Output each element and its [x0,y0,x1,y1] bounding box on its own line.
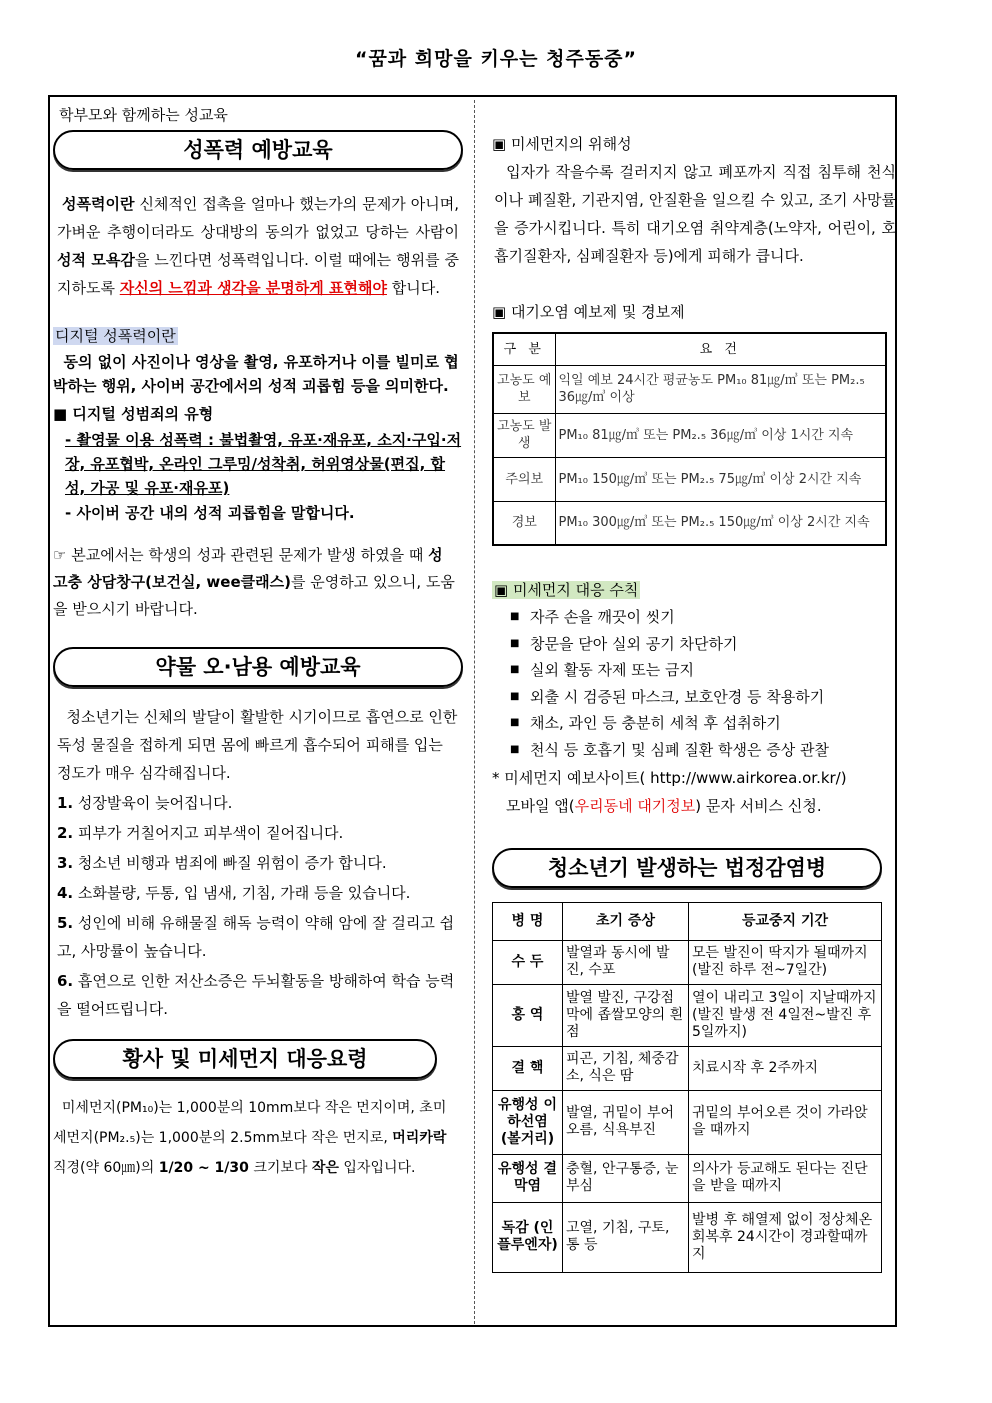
table-row [493,984,882,1046]
list-item: ■ 채소, 과인 등 충분히 세척 후 섭취하기 [510,710,896,737]
disease-name: 수 두 [493,940,563,984]
disease-name: 독감 (인플루엔자) [493,1202,563,1272]
disease-exclusion-period: 열이 내리고 3일이 지날때까지(발진 발생 전 4일전~발진 후 5일까지) [689,984,882,1046]
table-row [493,1154,882,1202]
drug-effect-item: 6. 흡연으로 인한 저산소증은 두뇌활동을 방해하여 학습 능력을 떨어뜨립니다. [57,972,455,1018]
table-row [493,1090,882,1154]
counsel-notice: ☞ 본교에서는 학생의 성과 관련된 문제가 발생 하였을 때 성고충 상담창구(보건실, wee클래스)를 운영하고 있으니, 도움을 받으시기 바랍니다. [53,546,455,618]
disease-symptom: 피곤, 기침, 체중감소, 식은 땀 [563,1046,689,1090]
disease-name: 유행성 이하선염 (볼거리) [493,1090,563,1154]
table-header: 요 건 [555,333,886,365]
dust-definition: 미세먼지(PM₁₀)는 1,000분의 10mm보다 작은 먼지이며, 초미세먼지(PM₂.₅)는 1,000분의 2.5mm보다 작은 먼지로, 머리카락 직경(약 60㎛)의 1/20 ~ 1/30 크기보다 작은 입자입니다. [53,1100,447,1176]
drug-intro: 청소년기는 신체의 발달이 활발한 시기이므로 흡연으로 인한 독성 물질을 접하게 되면 몸에 빠르게 흡수되어 피해를 입는 정도가 매우 심각해집니다. [57,708,458,782]
section-title-dust: 황사 및 미세먼지 대응요령 [53,1039,437,1079]
list-item: ■ 실외 활동 자제 또는 금지 [510,657,896,684]
list-item: ■ 자주 손을 깨끗이 씻기 [510,604,896,631]
table-row [493,413,886,457]
harm-heading: ▣ 미세먼지의 위해성 [492,135,632,153]
table-header: 병 명 [493,902,563,940]
response-heading: ▣ 미세먼지 대응 수칙 [494,581,639,599]
disease-name: 유행성 결막염 [493,1154,563,1202]
disease-name: 홍 역 [493,984,563,1046]
table-header: 초기 증상 [563,902,689,940]
disease-symptom: 고열, 기침, 구토, 통 등 [563,1202,689,1272]
forecast-condition: PM₁₀ 300㎍/㎥ 또는 PM₂.₅ 150㎍/㎥ 이상 2시간 지속 [555,501,886,545]
table-row [493,365,886,413]
drug-effect-item: 4. 소화불량, 두통, 입 냄새, 기침, 가래 등을 있습니다. [57,884,411,902]
intro-label: 학부모와 함께하는 성교육 [59,106,228,124]
disease-name: 결 핵 [493,1046,563,1090]
table-header: 등교중지 기간 [689,902,882,940]
section-title-drug: 약물 오·남용 예방교육 [53,647,463,687]
disease-symptom: 발열, 귀밑이 부어오름, 식욕부진 [563,1090,689,1154]
disease-symptom: 충혈, 안구통증, 눈부심 [563,1154,689,1202]
forecast-level: 고농도 발생 [493,413,555,457]
list-item: ■ 외출 시 검증된 마스크, 보호안경 등 착용하기 [510,684,896,711]
drug-effects-list [53,789,465,1023]
forecast-heading: ▣ 대기오염 예보제 및 경보제 [492,303,685,321]
forecast-condition: 익일 예보 24시간 평균농도 PM₁₀ 81㎍/㎥ 또는 PM₂.₅ 36㎍/㎥ 이상 [555,365,886,413]
forecast-level: 고농도 예보 [493,365,555,413]
list-item: ■ 천식 등 호흡기 및 심폐 질환 학생은 증상 관찰 [510,737,896,764]
digital-heading: 디지털 성폭력이란 [55,327,176,345]
forecast-condition: PM₁₀ 150㎍/㎥ 또는 PM₂.₅ 75㎍/㎥ 이상 2시간 지속 [555,457,886,501]
table-row [493,1046,882,1090]
disease-exclusion-period: 의사가 등교해도 된다는 진단을 받을 때까지 [689,1154,882,1202]
app-line: 모바일 앱(우리동네 대기정보) 문자 서비스 신청. [506,796,822,815]
table-row [493,940,882,984]
forecast-level: 경보 [493,501,555,545]
forecast-level: 주의보 [493,457,555,501]
disease-exclusion-period: 발병 후 해열제 없이 정상체온 회복후 24시간이 경과할때까지 [689,1202,882,1272]
section-title-disease: 청소년기 발생하는 법정감염병 [492,848,882,888]
disease-exclusion-period: 치료시작 후 2주까지 [689,1046,882,1090]
forecast-condition: PM₁₀ 81㎍/㎥ 또는 PM₂.₅ 36㎍/㎥ 이상 1시간 지속 [555,413,886,457]
sexual-violence-definition: 성폭력이란 신체적인 접촉을 얼마나 했는가의 문제가 아니며, 가벼운 추행이더라도 상대방의 동의가 없었고 당하는 사람이 성적 모욕감을 느낀다면 성폭력입니다. 이럴 때에는 행위를 중지하도록 자신의 느낌과 생각을 분명하게 표현해야 합니다. [57,195,459,297]
site-line: * 미세먼지 예보사이트( http://www.airkorea.or.kr/) [492,768,847,787]
crime-types-heading: ■ 디지털 성범죄의 유형 [53,405,214,423]
table-row [493,501,886,545]
right-column [492,104,896,1273]
disease-table [492,902,882,1273]
disease-exclusion-period: 모든 발진이 딱지가 될때까지(발진 하루 전~7일간) [689,940,882,984]
page-slogan: “꿈과 희망을 키우는 청주동중” [354,48,638,70]
drug-effect-item: 3. 청소년 비행과 범죄에 빠질 위험이 증가 합니다. [57,854,387,872]
table-header: 구 분 [493,333,555,365]
left-column [53,104,465,1183]
table-row [493,457,886,501]
harm-text: 입자가 작을수록 걸러지지 않고 폐포까지 직접 침투해 천식이나 폐질환, 기관지염, 안질환을 일으킬 수 있고, 조기 사망률을 증가시킵니다. 특히 대기오염 취약계층(노약자, 어린이, 호흡기질환자, 심폐질환자 등)에게 피해가 큽니다. [494,163,896,265]
forecast-table [492,332,887,546]
disease-exclusion-period: 귀밑의 부어오른 것이 가라앉을 때까지 [689,1090,882,1154]
disease-symptom: 발열 발진, 구강점막에 좁쌀모양의 흰점 [563,984,689,1046]
drug-effect-item: 2. 피부가 거칠어지고 피부색이 짙어집니다. [57,824,344,842]
drug-effect-item: 5. 성인에 비해 유해물질 해독 능력이 약해 암에 잘 걸리고 쉽고, 사망률이 높습니다. [57,914,455,960]
drug-effect-item: 1. 성장발육이 늦어집니다. [57,794,233,812]
crime-type-item: - 촬영물 이용 성폭력 : 불법촬영, 유포·재유포, 소지·구입·저장, 유포협박, 온라인 그루밍/성착취, 허위영상물(편집, 합성, 가공 및 유포·재유포) [65,431,462,497]
disease-symptom: 발열과 동시에 발진, 수포 [563,940,689,984]
digital-definition: 동의 없이 사진이나 영상을 촬영, 유포하거나 이를 빌미로 협박하는 행위, 사이버 공간에서의 성적 괴롭힘 등을 의미한다. [53,353,459,395]
crime-type-item: - 사이버 공간 내의 성적 괴롭힘을 말합니다. [65,504,355,522]
section-title-sexual-violence: 성폭력 예방교육 [53,130,463,170]
table-row [493,1202,882,1272]
list-item: ■ 창문을 닫아 실외 공기 차단하기 [510,631,896,658]
response-list [492,604,896,764]
column-divider [474,100,475,1324]
